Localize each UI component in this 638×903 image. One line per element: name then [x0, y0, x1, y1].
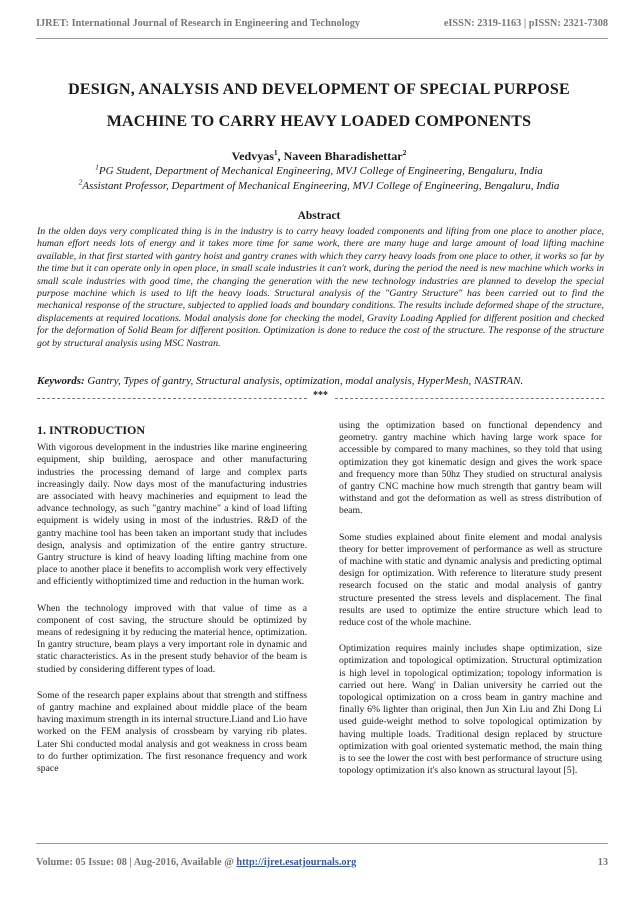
- abstract-heading: Abstract: [297, 210, 341, 222]
- author-1-sup: 1: [273, 148, 278, 157]
- paragraph: Optimization requires mainly includes shape optimization, size optimization and topological optimization. Structural optimization is high level in topological optimization; topology information is carried out here. Wang' in Dalian university he carried out the topological optimization on a cross beam in gantry machine and finally 6% lighter than original, then Jun Xin Liu and Zhi Dong Li used guide-weight method to solve topological optimization by having multiple loads. Traditional design replaced by structure optimization with goal oriented systematic method, the main thing is to see the lower the cost with best performance of structure using topology optimization it's also known as structural layout [5].: [339, 643, 602, 777]
- running-footer: [36, 843, 608, 894]
- separator-stars: ***: [313, 390, 328, 401]
- title-line-2: MACHINE TO CARRY HEAVY LOADED COMPONENTS: [106, 113, 532, 130]
- column-left: [37, 418, 307, 789]
- author-2-sup: 2: [402, 148, 407, 157]
- title-line-1: DESIGN, ANALYSIS AND DEVELOPMENT OF SPECIAL PURPOSE: [68, 81, 570, 98]
- paragraph: Some of the research paper explains about that strength and stiffness of gantry machine and explained about middle place of the beam having maximum strength in its internal structure.Liand and Lio have worked on the FEM analysis of crossbeam by varying rib plates. Later Shi conducted modal analysis and got weakness in cross beam to do further optimization. The first resonance frequency and work space: [37, 689, 307, 775]
- running-header: [36, 12, 608, 39]
- separator-dash-right: [335, 398, 605, 399]
- affiliation-2-sup: 2: [78, 177, 83, 187]
- affiliation-2: [0, 177, 638, 192]
- issn: eISSN: 2319-1163 | pISSN: 2321-7308: [443, 18, 608, 29]
- column-right: [339, 420, 602, 791]
- affiliation-1-text: PG Student, Department of Mechanical Engineering, MVJ College of Engineering, Bengaluru, India: [98, 165, 543, 177]
- footer-journal-link[interactable]: http://ijret.esatjournals.org: [236, 857, 357, 868]
- keywords-label: Keywords:: [37, 375, 85, 387]
- affiliation-2-text: Assistant Professor, Department of Mechanical Engineering, MVJ College of Engineering, Bengaluru, India: [82, 180, 560, 192]
- author-separator: ,: [277, 149, 284, 163]
- author-1: Vedvyas: [231, 149, 274, 163]
- abstract-text: In the olden days very complicated thing is in the industry is to carry heavy loaded components and lifting from one place to another place, human effort needs lots of energy and it takes more time for same work, there are many huge and large amount of load lifting machine available, in that first started with gantry hoist and gantry cranes with which they carry heavy loads from one place to other, it works so far by the time but it can operate only in open place, in small scale industries it can't work, during the period the need is new machine which works in small scale industries with good time, the changing the generation with the new technology industries are planned to develop the special purpose machine which is used to lift the heavy loads. Structural analysis of the "Gantry Structure" has been carried out to find the mechanical response of the structure, subjected to applied loads and boundary conditions. The results include deformed shape of the structure, displacements at required locations. Modal analysis done for checking the model, Gravity Loading Applied for different position and checked for the deformation of Solid Beam for different position. Optimization is done to reduce the cost of the structure. The response of the structure got by structural analysis using MSC Nastran.: [37, 226, 604, 349]
- paragraph: Some studies explained about finite element and modal analysis theory for better improvement of performance as well as structure of machine with static and dynamic analysis and predicting optimal design for optimization. With reference to literature study present research focused on the static and modal analysis of gantry structure presented the stress levels and displacement. The final results are used to optimize the entire structure which lead to reduce cost of the whole machine.: [339, 531, 602, 629]
- paragraph: using the optimization based on functional dependency and geometry. gantry machine which having large work space for accessible by compared to many machines, so they told that using optimization they got kinematic design and gives the work space and frequency more than 50hz They studied on structural analysis of gantry CNC machine how much strength that gantry beam will withstand and got the deformation as well as stress distribution of beam.: [339, 420, 602, 517]
- paragraph: When the technology improved with that value of time as a component of cost saving, the structure should be optimized by means of redesigning it by reducing the material hence, optimization. In gantry structure, beam plays a very important role in dynamic and static characteristics. As in the present study behavior of the beam is studied by considering different types of load.: [37, 602, 307, 675]
- section-separator: [37, 389, 604, 405]
- keywords: [37, 375, 604, 387]
- affiliation-1: [0, 162, 638, 177]
- paragraph: With vigorous development in the industries like marine engineering equipment, ship building, aerospace and other manufacturing industries the processing demand of large and complex parts increasingly daily. Now days most of the manufacturing industries are associated with heavy machineries and equipment to lead the advance technology, as such "gantry machine" a kind of load lifting equipment is widely using in most of the industries. R&D of the gantry machine tool has been taken an important study that includes design, analysis and optimization of the entire gantry structure. Gantry structure is kind of heavy loading lifting machine from one place to another place it benefits to accomplish work very effectively and efficiently withoptimized time and reduction in the human work.: [37, 442, 307, 588]
- page-number: 13: [597, 857, 608, 868]
- footer-volume: [36, 857, 356, 868]
- journal-name: IJRET: International Journal of Research in Engineering and Technology: [36, 18, 361, 29]
- footer-volume-text: Volume: 05 Issue: 08 | Aug-2016, Available @: [36, 857, 237, 868]
- author-2: Naveen Bharadishettar: [283, 149, 403, 163]
- affiliation-1-sup: 1: [95, 162, 99, 172]
- section-heading-introduction: 1. INTRODUCTION: [37, 423, 146, 437]
- keywords-text: Gantry, Types of gantry, Structural analysis, optimization, modal analysis, HyperMesh, NASTRAN.: [87, 375, 524, 387]
- paper-title: [30, 74, 608, 138]
